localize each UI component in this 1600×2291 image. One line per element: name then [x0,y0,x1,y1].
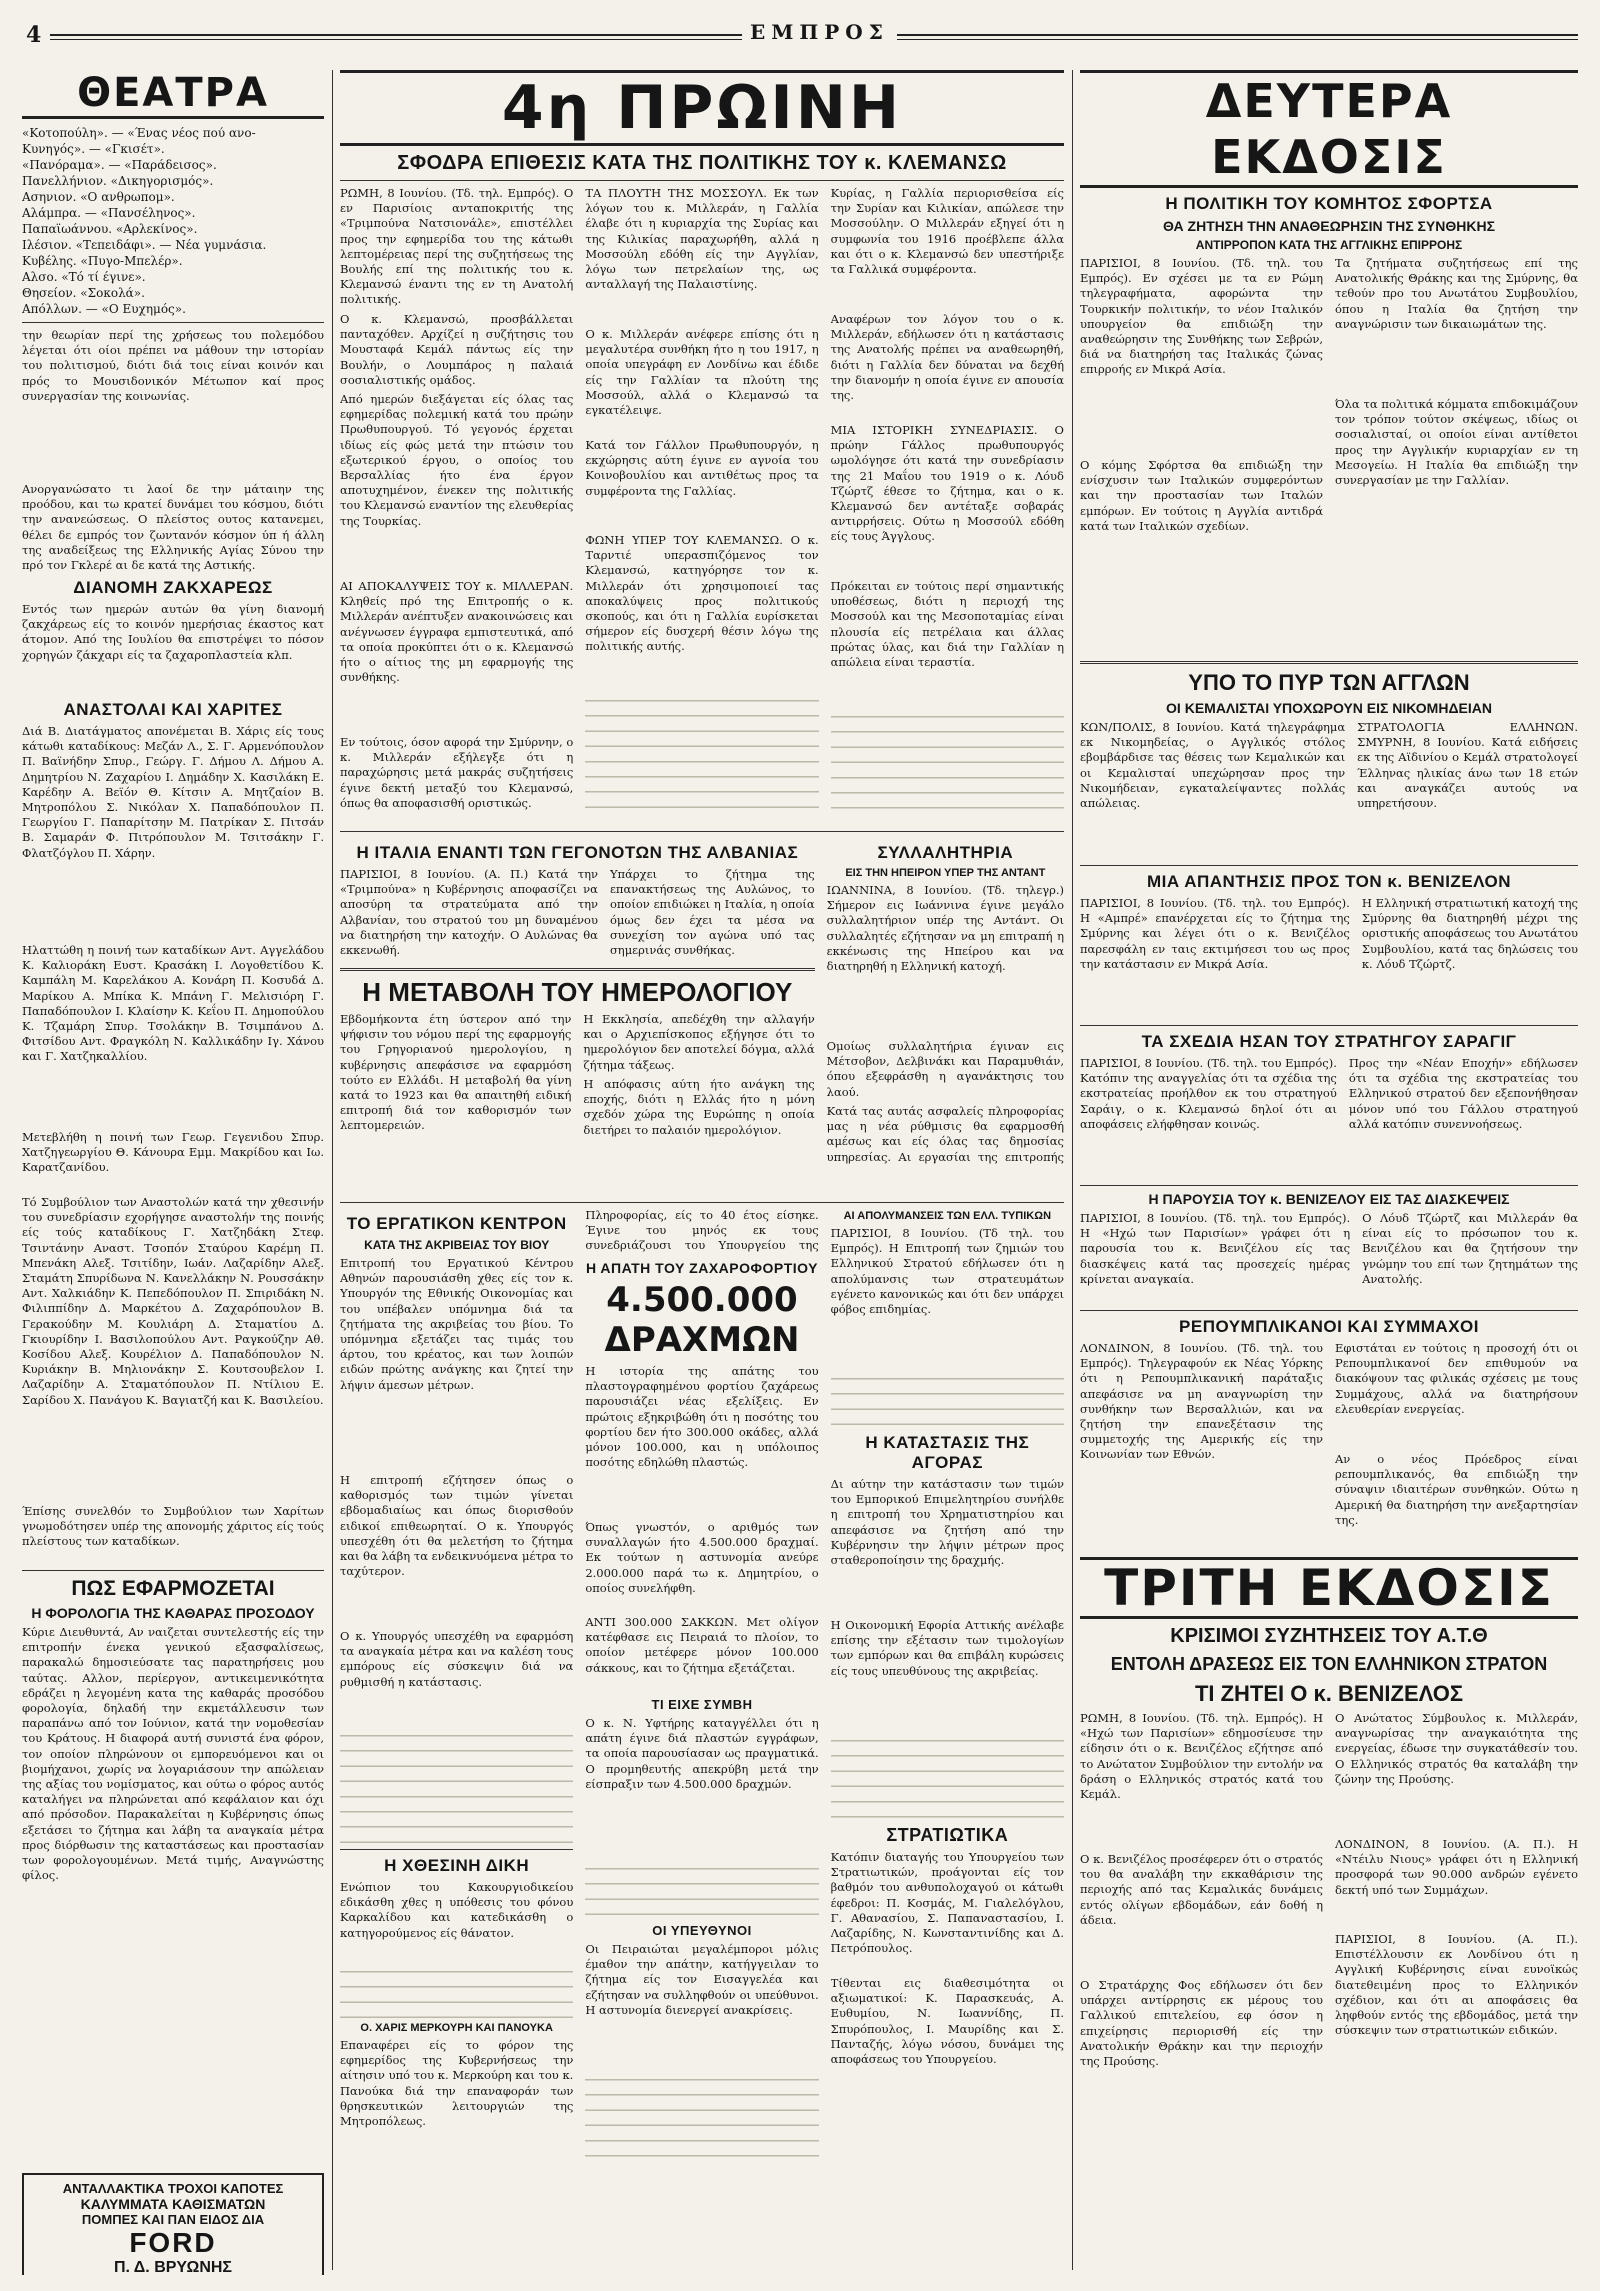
schedia-article [1080,1056,1578,1180]
text-column [340,1012,571,1142]
divider [340,831,1064,832]
article-text: ΛΟΝΔΙΝΟΝ, 8 Ιουνίου. (Τδ. τηλ. του Εμπρός). Τηλεγραφούν εκ Νέας Υόρκης ότι η Ρεπουμπλικανική παράταξις απεφάσισε να μη αναγνωρίση την συνθήκην των Βερσαλλιών, και να ζητήση την επανεξέτασιν της συμμετοχής της Αμερικής είς την Κοινωνίαν των Εθνών. [1080,1341,1323,1462]
text-column [831,186,1064,826]
theatre-line: Αλσο. «Τό τί έγινε». [22,270,146,284]
ad-dealer: Π. Δ. ΒΡΥΩΝΗΣ [113,2259,233,2275]
headline-dianomi: ΔΙΑΝΟΜΗ ΖΑΚΧΑΡΕΩΣ [73,578,273,597]
text-column [583,1012,814,1142]
kleman-article [340,186,1064,826]
text-column [1335,256,1578,656]
text-filler [831,1367,1064,1427]
text-filler [340,1960,573,2020]
parousia-article [1080,1211,1578,1305]
article-text: ΦΩΝΗ ΥΠΕΡ ΤΟΥ ΚΛΕΜΑΝΣΩ. Ο κ. Ταρντιέ υπερασπιζόμενος τον Κλεμανσώ, κατηγόρησε τον κ. Μιλλεράν ότι χρησιμοποιεί τας αποκαλύψεις προς πολιτικούς σκοπούς, και ότι η Γαλλία ευρίσκεται σήμερον είς δυσχερή θέσιν λόγω της πολιτικής αυτής. [585,533,819,654]
theatre-line: Κυνηγός». — «Γκισέτ». [22,142,165,156]
subheadline-ergatiko: ΚΑΤΑ ΤΗΣ ΑΚΡΙΒΕΙΑΣ ΤΟΥ ΒΙΟΥ [364,1238,550,1252]
article-text: Μετεβλήθη η ποινή των Γεωρ. Γεγενιδου Σπυρ. Χατζηγεωργίου Θ. Κάνουρα Εμμ. Μακρίδου και Ιω. Καρατζανίδου. [22,1130,324,1175]
italy-rally-row [340,837,1064,1197]
headline-parousia: Η ΠΑΡΟΥΣΙΑ ΤΟΥ κ. ΒΕΝΙΖΕΛΟΥ ΕΙΣ ΤΑΣ ΔΙΑΣΚΕΨΕΙΣ [1148,1191,1510,1207]
article-text: Διά Β. Διατάγματος απονέμεται Β. Χάρις είς τους κάτωθι καταδίκους: Μεζάν Λ., Σ. Γ. Αρμενόπουλον Π. Βαϊνήδην Σπυρ., Γεώργ. Γ. Δήμου Λ. Δήμου Α. Δημητρίου Ν. Ζαχαρίου Ι. Δημάδην Χ. Κασιλάκη Ε. Καρέδην Α. Βεϊόν Θ. Κίτσιν Α. Μητζαίον Β. Μητροπόλου Σ. Νικόλαν Χ. Παπαδόπουλον Π. Γεωργίου Γ. Παπαρίτσην Μ. Πατρίκαν Σ. Πιτσάν Β. Σαμαράν Φ. Πιτρόπουλον Μ. Τσιτσάκην Γ. Φλατζόγλου Π. Χάρην. [22,724,324,860]
theatre-line: Ασηνιον. «Ο ανθρωπομ». [22,190,175,204]
article-text: Πρόκειται εν τούτοις περί σημαντικής υποθέσεως, διότι η περιοχή της Μοσσούλ και της Μεσοποταμίας είναι πλουσία είς πετρέλαια και άλλας πρώτας ύλας, και διά την Γαλλίαν η απώλεια είναι τεραστία. [830,579,1064,670]
theatre-line: Παπαϊωάννου. «Αρλεκίνος». [22,222,198,236]
article-text: ΚΩΝ/ΠΟΛΙΣ, 8 Ιουνίου. Κατά τηλεγράφημα εκ Νικομηδείας, ο Αγγλικός στόλος εβομβάρδισε τας θέσεις των Κεμαλικών και οι Κεμαλισταί υπεχώρησαν προς την Νικομήδειαν, εγκαταλείψαντες πολλάς απώλειας. [1080,720,1346,811]
article-text: ΠΑΡΙΣΙΟΙ, 8 Ιουνίου. (Τδ τηλ. του Εμπρός). Η Επιτροπή των ζημιών του Ελληνικού Στρατού εδήλωσεν ότι η απολύμανσις των στρατευμάτων εγένετο κανονικώς και ότι δεν υπάρχει φόβος επιδημίας. [830,1226,1064,1317]
morning-edition-banner: 4η ΠΡΩΙΝΗ [340,70,1064,146]
theatre-line: Ιλέσιον. «Τεπειδάφι». — Νέα γυμνάσια. [22,238,267,252]
venizelos-article [1080,1711,1578,2131]
article-text: Επαναφέρει είς το φόρον της εφημερίδος της Κυβερνήσεως την αίτησιν υπό του κ. Μερκούρη και του κ. Πανούκα διά την επαναφοράν των θρησκευτικών λειτουργιών της Μητροπόλεως. [340,2038,574,2129]
article-text: ΜΙΑ ΙΣΤΟΡΙΚΗ ΣΥΝΕΔΡΙΑΣΙΣ. Ο πρώην Γάλλος πρωθυπουργός ωμολόγησε ότι κατά την συνεδρίασιν της 21 Μαΐου του 1919 ο κ. Λόυδ Τζώρτζ έθεσε το ζήτημα, και ο κ. Κλεμανσώ δεν αντέταξε σοβαράς αντιρρήσεις. Ούτω η Μοσσούλ εδόθη είς τους Άγγλους. [830,423,1064,544]
column-divider [1072,70,1073,2270]
paper-name: ΕΜΠΡΟΣ [742,20,897,44]
ford-advertisement [22,2173,324,2275]
article-text: ΑΙ ΑΠΟΚΑΛΥΨΕΙΣ ΤΟΥ κ. ΜΙΛΛΕΡΑΝ. Κληθείς πρό της Επιτροπής ο κ. Μιλλεράν ανέπτυξεν ανακοινώσεις και ανέγνωσεν έγγραφα εμπιστευτικά, από τα οποία προκύπτει ότι ο κ. Κλεμανσώ ήτο ο αίτιος της μη εφαρμογής της συνθήκης. [340,579,574,685]
divider [1080,661,1578,664]
headline-stratiotika: ΣΤΡΑΤΙΩΤΙΚΑ [886,1825,1009,1845]
column-theatres [22,70,324,2275]
italy-text [340,867,815,963]
article-text: Αν ο νέος Πρόεδρος είναι ρεπουμπλικανός, θα επιδιώξη την σύναψιν ιδιαιτέρων συνθηκών. Ούτω η Αμερική θα διατηρήση την ανεξαρτησίαν της. [1335,1452,1578,1527]
article-text: Κατά τας αυτάς ασφαλείς πληροφορίας μας η νέα ρύθμισις θα εφαρμοσθή αμέσως και είς όλας τας δημοσίας υπηρεσίας. Αι εργασίαι της επιτροπής [826,1104,1064,1164]
subheadline-sforza: ΘΑ ΖΗΤΗΣΗ ΤΗΝ ΑΝΑΘΕΩΡΗΣΙΝ ΤΗΣ ΣΥΝΘΗΚΗΣ [1163,218,1495,234]
article-text: Αναφέρων τον λόγον του ο κ. Μιλλεράν, εδήλωσεν ότι η κατάστασις της Ανατολής πρέπει να αναθεωρηθή, διότι η Γαλλία δεν δύναται να δεχθή την διανομήν η οποία έγινε εν απουσία της. [830,312,1064,403]
theatre-line: Απόλλων. — «Ο Ευχημός». [22,302,186,316]
text-column [1335,1341,1578,1557]
text-column [1080,1711,1323,2131]
article-text: Η Οικονομική Εφορία Αττικής ανέλαβε επίσης την εξέτασιν των τιμολογίων των εμπόρων και θα επιβάλη κυρώσεις είς τους υπευθύνους της ακριβείας. [830,1618,1064,1678]
ad-line: ΑΝΤΑΛΛΑΚΤΙΚΑ ΤΡΟΧΟΙ ΚΑΠΟΤΕΣ [62,2181,284,2196]
text-column [1335,1711,1578,2131]
article-text: Ο κόμης Σφόρτσα θα επιδιώξη την ενίσχυσιν των Ιταλικών συμφερόντων και την προστασίαν των Ιταλών εμπόρων. Εν τούτοις η Αγγλία αντιδρά κατά των Ιταλικών σχεδίων. [1080,458,1323,533]
article-text: Η ιστορία της απάτης του πλαστογραφημένου φορτίου ζαχάρεως παρουσιάζει νέας εξελίξεις. Εν πρώτοις εξηκριβώθη ότι η ποσότης του φορτίου δεν ήτο 300.000 οκάδες, αλλά μόνον 100.000, και η υπόλοιπος ποσότης εδηλώθη πλαστώς. [585,1364,819,1470]
calendar-text [340,1012,815,1142]
article-text: ΠΑΡΙΣΙΟΙ, 8 Ιουνίου. (Τδ. τηλ. του Εμπρός). Η «Ηχώ των Παρισίων» γράφει ότι η παρουσία του κ. Βενιζέλου είς τας διασκέψεις κατά τας προσεχείς ημέρας κρίνεται αναγκαία. [1080,1211,1351,1286]
article-text: Ανοργανώσατο τι λαοί δε την μάταιην της προόδου, και τω κρατεί δυνάμει του κόσμου, διότι την ανανεώσεως. Ο πλείστος ουτος κατανεμει, θέλει δε εμπρός τον ζωντανόν κόσμον ύπ ή άλλη της αναδείξεως της Ελληνικής Αγίας Σύνου την πρό τον Γκλερέ αι δε κατά της Αστικής. [22,482,324,572]
theatre-list [22,125,324,317]
apantisis-article [1080,896,1578,1020]
article-text: ΙΩΑΝΝΙΝΑ, 8 Ιουνίου. (Τδ. τηλεγρ.) Σήμερον εις Ιωάννινα έγινε μεγάλο συλλαλητήριον υπέρ της Αντάντ. Οι συλλαλητές εζήτησαν να μη επιτραπή η εκκένωσις της Ηπείρου και να διατηρηθή η Ελληνική κατοχή. [826,883,1064,974]
headline-imerologio: Η ΜΕΤΑΒΟΛΗ ΤΟΥ ΗΜΕΡΟΛΟΓΙΟΥ [362,977,793,1007]
article-text: ΡΩΜΗ, 8 Ιουνίου. (Τδ. τηλ. Εμπρός). Ο εν Παρισίοις ανταποκριτής της «Τριμπούνα Νατσιονάλε», επιστέλλει προς την εφημερίδα του της κάτωθι λεπτομέρειας περί της συζητήσεως της Βουλής επί της πολιτικής του κ. Κλεμανσώ έναντι της εν τη Ανατολή πολιτικής. [340,186,574,307]
divider [22,1570,324,1571]
article-text: Εν τούτοις, όσον αφορά την Σμύρνην, ο κ. Μιλλεράν εξήλεγξε ότι η παραχώρησις μετά μακράς συζητήσεις έγινε δεκτή μεταξύ του Κλεμανσώ, όπως θα αποφασισθή οριστικώς. [340,735,574,810]
article-text: Ο κ. Ν. Υφτήρης καταγγέλλει ότι η απάτη έγινε διά πλαστών εγγράφων, τα οποία παρουσίασαν ως πραγματικά. Ο προμηθευτής απεκρύβη μετά την είσπραξιν των 4.500.000 δραχμών. [585,1716,819,1791]
article-text: Η Εκκλησία, απεδέχθη την αλλαγήν και ο Αρχιεπίσκοπος εξήγησε ότι το ημερολόγιον δεν αποτελεί δόγμα, αλλά ζήτημα τάξεως. [583,1012,815,1072]
newspaper-page [22,8,1578,2278]
article-text: Ο κ. Υπουργός υπεσχέθη να εφαρμόση τα αναγκαία μέτρα και να καλέση τους εμπόρους είς σύσκεψιν διά να ρυθμισθή η κατάστασις. [340,1629,574,1689]
article-text: Κυρίας, η Γαλλία περιορισθείσα είς την Συρίαν και Κιλικίαν, απώλεσε την Μοσσούλην. Ο Μιλλεράν εξηγεί ότι η συμφωνία του 1916 προέβλεπε άλλα και ότι ο κ. Κλεμανσώ δεν υπεστήριξε τα Γαλλικά συμφέροντα. [830,186,1064,277]
headline-apati: Η ΑΠΑΤΗ ΤΟΥ ΖΑΧΑΡΟΦΟΡΤΙΟΥ [585,1260,819,1276]
headline-kleman: ΣΦΟΔΡΑ ΕΠΙΘΕΣΙΣ ΚΑΤΑ ΤΗΣ ΠΟΛΙΤΙΚΗΣ ΤΟΥ κ. ΚΛΕΜΑΝΣΩ [397,152,1007,174]
subheadline-pyr: ΟΙ ΚΕΜΑΛΙΣΤΑΙ ΥΠΟΧΩΡΟΥΝ ΕΙΣ ΝΙΚΟΜΗΔΕΙΑΝ [1166,700,1492,716]
article-text: Ο κ. Βενιζέλος προσέφερεν ότι ο στρατός του θα αναλάβη την εκκαθάρισιν της περιοχής από τας Κεμαλικάς δυνάμεις εντός ολίγων εβδομάδων, εάν δοθή η άδεια. [1080,1852,1323,1927]
column-second-edition [1080,70,1578,2275]
article-text: Κύριε Διευθυντά, Αν ναιζεται συντελεστής είς την επιτροπήν ένεκα γενικού εξασφαλίσεως, παρακαλώ δημοσιεύσατε τας παρατηρήσεις μου ταύτας. Αλλον, περίεργον, αντικειμενικότητα εδράζει η λεγομένη κατα της καθαράς προσόδου φορολογία, δηλαδή την εκμετάλλευσιν των παραπάνω από τον Ιούνιον, κατά την νομοθεσίαν του Κράτους. Η διαφορά αυτή συνιστά ένα φόρον, τον οποίον πληρώνουν οι εμπορευόμενοι και οι βιομήχανοι, χωρίς να λογαριάσουν την απώλειαν της αξίας του νομίσματος, και ούτω ο φόρος αυτός καταλήγει να πληρώνεται από κεφάλαιον και όχι από πρόσοδον. Παρακαλείται η Κυβέρνησις όπως εξετάσει το ζήτημα και λάβη τα αναγκαία μέτρα προς διόρθωσιν της καταστάσεως και προστασίαν των φορολογουμένων. Μετά τιμής, Αναγνώστης φίλος. [22,1625,324,1883]
article-text: Η Ελληνική στρατιωτική κατοχή της Σμύρνης θα διατηρηθή μέχρι της οριστικής αποφάσεως του Ανωτάτου Συμβουλίου, κατά τας δηλώσεις του κ. Λόυδ Τζώρτζ. [1361,896,1578,971]
theatre-line: «Πανόραμα». — «Παράδεισος». [22,158,217,172]
theatre-line: Πανελλήνιον. «Δικηγορισμός». [22,174,214,188]
headline-synallilitiria: ΣΥΛΛΑΛΗΤΗΡΙΑ [877,843,1014,862]
pyr-article [1080,720,1578,860]
repoublikanoi-article [1080,1341,1578,1557]
sforza-article [1080,256,1578,656]
subheadline-sforza-2: ΑΝΤΙΡΡΟΠΟΝ ΚΑΤΑ ΤΗΣ ΑΓΓΛΙΚΗΣ ΕΠΙΡΡΟΗΣ [1195,238,1463,252]
italy-article [340,837,815,1197]
article-text: ΤΑ ΠΛΟΥΤΗ ΤΗΣ ΜΟΣΣΟΥΛ. Εκ των λόγων του κ. Μιλλεράν, η Γαλλία έλαβε ότι η κυριαρχία της Συρίας και της Κιλικίας παραχωρήθη, αλλά η Μοσσούλη εδόθη είς την Αγγλίαν, λόγω των πετρελαίων της, ως ανταλλαγή της Παλαιστίνης. [585,186,819,292]
divider [340,1849,573,1850]
text-column [340,186,573,826]
article-text: ΛΟΝΔΙΝΟΝ, 8 Ιουνίου. (Α. Π.). Η «Ντέιλυ Νιους» γράφει ότι η Ελληνική προσφορά των 90.000 ανδρών εγένετο δεκτή υπό των Συμμάχων. [1335,1837,1578,1897]
divider [1080,1025,1578,1026]
third-edition-banner: ΤΡΙΤΗ ΕΚΔΟΣΙΣ [1080,1557,1578,1619]
article-text: Όπως γνωστόν, ο αριθμός των συναλλαγών ήτο 4.500.000 δραχμαί. Εκ τούτων η αστυνομία ανεύρε 2.000.000 παρά τω κ. Δημητρίου, ο οποίος συνελήφθη. [585,1520,819,1595]
column-morning-edition [340,70,1064,2275]
headline-pos: ΠΩΣ ΕΦΑΡΜΟΖΕΤΑΙ [71,1577,275,1600]
article-text: ΠΑΡΙΣΙΟΙ, 8 Ιουνίου. (Τδ. τηλ. του Εμπρός). Κατόπιν της αναγγελίας ότι τα σχέδια της εκστρατείας προήλθον εκ του στρατηγού Σαράιγ, ο κ. Κλεμανσώ δηλοί ότι αι αποφάσεις ελήφθησαν κοινώς. [1080,1056,1337,1131]
headline-apantisis: ΜΙΑ ΑΠΑΝΤΗΣΙΣ ΠΡΟΣ ΤΟΝ κ. ΒΕΝΙΖΕΛΟΝ [1146,872,1512,891]
article-text: Ομοίως συλλαλητήρια έγιναν εις Μέτσοβον, Δελβινάκι και Παραμυθιάν, όπου εξεφράσθη η αγανάκτησις του λαού. [826,1039,1064,1099]
second-edition-banner: ΔΕΥΤΕΡΑ ΕΚΔΟΣΙΣ [1080,70,1578,188]
article-text: Εφιστάται εν τούτοις η προσοχή ότι οι Ρεπουμπλικανοί δεν επιθυμούν να διακόψουν τας φιλικάς σχέσεις με τους Συμμάχους, αλλά να διατηρήσουν ελευθερίαν ενεργείας. [1335,1341,1578,1416]
headline-italia: Η ΙΤΑΛΙΑ ΕΝΑΝΤΙ ΤΩΝ ΓΕΓΟΝΟΤΩΝ ΤΗΣ ΑΛΒΑΝΙΑΣ [356,843,799,862]
article-text: Από ημερών διεξάγεται είς όλας τας εφημερίδας πολεμική κατά του πρώην Πρωθυπουργού. Τό γεγονός έρχεται ιδίως είς φώς μετά την πτώσιν του εξωτερικού έργου, ο οποίος του Βερσαλλίας ήτο ένα έργον αποτυχημένον, ένεκεν της πολιτικής του Κλεμανσώ εναντίον της ελευθερίας της Τουρκίας. [340,392,574,528]
text-column [585,1208,818,2238]
text-column [1080,1341,1323,1557]
article-text: ΠΑΡΙΣΙΟΙ, 8 Ιουνίου. (Α. Π.). Επιστέλλουσιν εκ Λονδίνου ότι η Αγγλική Κυβέρνησις είναι ευνοϊκώς διατεθειμένη προς το Ελληνικόν σχέδιον, και ότι αι αποφάσεις θα ληφθούν εντός της εβδομάδος, μετά την σύσκεψιν των στρατιωτικών ειδικών. [1335,1932,1578,2038]
text-column [1080,256,1323,656]
text-filler [585,2068,818,2168]
article-text: Οι Πειραιώται μεγαλέμποροι μόλις έμαθον την απάτην, κατήγγειλαν το ζήτημα είς τον Εισαγγελέα και εζήτησαν να συλληφθούν οι υπεύθυνοι. Η αστυνομία διενεργεί ανακρίσεις. [585,1942,819,2017]
text-column [831,1208,1064,2238]
text-filler [831,705,1064,811]
ad-line: ΚΑΛΥΜΜΑΤΑ ΚΑΘΙΣΜΑΤΩΝ [80,2196,266,2212]
theatre-line: Κυβέλης. «Πυγο-Μπελέρ». [22,254,183,268]
article-text: Κατόπιν διαταγής του Υπουργείου των Στρατιωτικών, προάγονται είς τον βαθμόν του ανθυπολοχαγού οι κάτωθι έφεδροι: Π. Κοσμάς, Μ. Γιαλελόγλου, Γ. Αθανασίου, Σ. Παπαναστασίου, Ι. Λαζαρίδης, Ν. Κωνσταντινίδης και Δ. Πετρόπουλος. [830,1850,1064,1956]
article-text: Έπίσης συνελθόν το Συμβούλιον των Χαρίτων γνωμοδότησεν υπέρ της απονομής χάριτος είς τούς πλείστους των καταδίκων. [22,1504,324,1549]
article-text: Τό Συμβούλιον των Αναστολών κατά την χθεσινήν του συνεδρίασιν εχορήγησε αναστολήν της ποινής είς τούς καταδίκους Γ. Χατζηδάκη Στεφ. Τσιντάνην Αναστ. Τσοπόν Σταύρου Καρέμη Π. Μπενάκη Αλεξ. Τσιτίδην, Ιωάν. Λαζαρίδην Αλεξ. Σταμάτη Σπυρίδωνα Ν. Κανελλάκην Ν. Ρουσσάκην Αντ. Χαλκιάδην Κ. Πεπεδόπουλον Π. Σπιριδάκη Ν. Φιλιππίδην Δ. Μαρκέτου Δ. Ζαχαρόπουλον Β. Γερακούδην Μ. Κουλιάρη Δ. Σταματίου Δ. Γκιουρίδην Ι. Βασιλοπούλου Αντ. Ραγκούζην Αθ. Κοσίδου Αλεξ. Κουρέλιον Δ. Παπαδόπουλον Ν. Κυριάκην Β. Μηλιονάκην Σ. Κουτσουβελον Ι. Λαζαρίδην Α. Σταματόπουλον Π. Ντίλιου Ε. Σαρίδου Χ. Πανάγου Κ. Βαγιατζή και Κ. Βασιλείου. [22,1195,324,1407]
page-number: 4 [26,22,42,48]
headline-chthesini-diki: Η ΧΘΕΣΙΝΗ ΔΙΚΗ [384,1856,530,1875]
article-text: Προς την «Νέαν Εποχήν» εδήλωσεν ότι τα σχέδια της εκστρατείας του Ελληνικού στρατού δεν εξεπονήθησαν μόνον υπό του Γάλλου στρατηγού αλλά κατόπιν συνεννοήσεως. [1348,1056,1578,1131]
article-text: Ο Στρατάρχης Φος εδήλωσεν ότι δεν υπάρχει αντίρρησις εκ μέρους του Γαλλικού επιτελείου, εφ όσον η επιχείρησις περιορισθή είς την Ανατολικήν Θράκην και την περιοχήν της Προύσης. [1080,1978,1323,2069]
text-filler [585,1857,818,1917]
theatre-line: Αλάμπρα. — «Πανσέληνος». [22,206,196,220]
headline-repoublikanoi: ΡΕΠΟΥΜΠΛΙΚΑΝΟΙ ΚΑΙ ΣΥΜΜΑΧΟΙ [1179,1317,1479,1336]
article-text: Ο Ανώτατος Σύμβουλος κ. Μιλλεράν, αναγνωρίσας την αναγκαιότητα της ενεργείας, έδωσε την συγκατάθεσίν του. Ο Ελληνικός στρατός θα καταλάβη την ζώνην της Προύσης. [1335,1711,1578,1786]
divider [1080,1310,1578,1311]
divider [340,968,815,971]
headline-apolymanseis: ΑΙ ΑΠΟΛΥΜΑΝΣΕΙΣ ΤΩΝ ΕΛΛ. ΤΥΠΙΚΩΝ [843,1210,1052,1222]
theatre-heading: ΘΕΑΤΡΑ [22,70,324,119]
subheadline-pos: Η ΦΟΡΟΛΟΓΙΑ ΤΗΣ ΚΑΘΑΡΑΣ ΠΡΟΣΟΔΟΥ [31,1605,315,1621]
text-filler [340,1724,573,1844]
headline-sforza: Η ΠΟΛΙΤΙΚΗ ΤΟΥ ΚΟΜΗΤΟΣ ΣΦΟΡΤΣΑ [1165,194,1493,213]
headline-entoli: ΕΝΤΟΛΗ ΔΡΑΣΕΩΣ ΕΙΣ ΤΟΝ ΕΛΛΗΝΙΚΟΝ ΣΤΡΑΤΟΝ [1110,1654,1548,1674]
article-text: ΡΩΜΗ, 8 Ιουνίου. (Τδ. τηλ. Εμπρός). Η «Ηχώ των Παρισίων» εδημοσίευσε την είδησιν ότι ο κ. Βενιζέλος εζήτησε από το Ανώτατον Συμβούλιον την εντολήν να δράση ο Ελληνικός στρατός κατά του Κεμάλ. [1080,1711,1323,1802]
headline-ypeythinoi: ΟΙ ΥΠΕΥΘΥΝΟΙ [652,1923,752,1938]
theatre-line: Θησείον. «Σοκολά». [22,286,145,300]
headline-anastolai: ΑΝΑΣΤΟΛΑΙ ΚΑΙ ΧΑΡΙΤΕΣ [63,700,283,719]
text-column [340,1208,573,2238]
divider [1080,865,1578,866]
article-text: ΣΤΡΑΤΟΛΟΓΙΑ ΕΛΛΗΝΩΝ. ΣΜΥΡΝΗ, 8 Ιουνίου. Κατά ειδήσεις εκ της Αϊδινίου ο Κεμάλ στρατολογεί Έλληνας ηλικίας άνω των 18 ετών και αναγκάζει αυτούς να υπηρετήσουν. [1357,720,1578,811]
divider [340,180,1064,181]
article-text: Πληροφορίας, είς το 40 έτος είσηκε. Έγινε του μηνός εκ τους συνεδριάζουσι του Υπουργείου της [585,1208,819,1253]
article-text: Η απόφασις αύτη ήτο ανάγκη της εποχής, διότι η Ελλάς ήτο η μόνη σχεδόν χώρα της Ευρώπης η οποία διετήρει το παλαιόν ημερολόγιον. [583,1077,815,1137]
article-text: ΠΑΡΙΣΙΟΙ, 8 Ιουνίου. (Α. Π.) Κατά την «Τριμπούνα» η Κυβέρνησις αποφασίζει να αποσύρη τα στρατεύματα από την Αλβανίαν, του στρατού του μη δυναμένου να διατηρήση την κατοχήν. Ο Αυλώνας θα εκκενωθή. [340,867,598,958]
subheadline-synallilitiria: ΕΙΣ ΤΗΝ ΗΠΕΙΡΟΝ ΥΠΕΡ ΤΗΣ ΑΝΤΑΝΤ [845,867,1046,879]
headline-ti-zitei: ΤΙ ΖΗΤΕΙ Ο κ. ΒΕΝΙΖΕΛΟΣ [1194,1681,1464,1706]
article-text: Υπάρχει το ζήτημα της επανακτήσεως της Αυλώνος, το οποίον επιδιώκει η Ιταλία, η οποία όμως δεν έχει τα μέσα να συνεχίση τον αγώνα υπό τας σημερινάς συνθήκας. [609,867,815,958]
lower-articles [340,1208,1064,2238]
ad-line: ΠΟΜΠΕΣ ΚΑΙ ΠΑΝ ΕΙΔΟΣ ΔΙΑ [81,2212,265,2227]
text-column [585,186,818,826]
headline-charis: Ο. ΧΑΡΙΣ ΜΕΡΚΟΥΡΗ ΚΑΙ ΠΑΝΟΥΚΑ [360,2022,553,2034]
article-text: ΑΝΤΙ 300.000 ΣΑΚΚΩΝ. Μετ ολίγον κατέφθασε εις Πειραιά το πλοίον, το οποίον μετέφερε μόνον 100.000 σάκκους, και το ζήτημα εξετάζεται. [585,1615,819,1675]
article-text: Τα ζητήματα συζητήσεως επί της Ανατολικής Θράκης και της Σμύρνης, θα τεθούν προ του Ανωτάτου Συμβουλίου, όπου η Ιταλία θα ζητήση την αναγνώρισιν των δικαιωμάτων της. [1335,256,1578,331]
headline-schedia: ΤΑ ΣΧΕΔΙΑ ΗΣΑΝ ΤΟΥ ΣΤΡΑΤΗΓΟΥ ΣΑΡΑΓΙΓ [1141,1032,1517,1051]
article-text: Όλα τα πολιτικά κόμματα επιδοκιμάζουν τον τρόπον τούτον σκέψεως, ιδίως οι σοσιαλισταί, οι οποίοι είναι αντίθετοι προς την Αγγλικήν κυριαρχίαν εν τη Μεσογείω. Η Ιταλία θα επιδιώξη την συνεργασίαν με την Γαλλίαν. [1335,397,1578,488]
article-text: Ο κ. Μιλλεράν ανέφερε επίσης ότι η μεγαλυτέρα συνθήκη ήτο η του 1917, η οποία υπεγράφη εν Λονδίνω και έδιδε είς την Γαλλίαν τα πλούτη της Μοσσούλ, αλλά ο Κλεμανσώ τα εγκατέλειψε. [585,327,819,418]
article-text: ΠΑΡΙΣΙΟΙ, 8 Ιουνίου. (Τδ. τηλ. του Εμπρός). Η «Αμπρέ» επανέρχεται είς το ζήτημα της Σμύρνης και λέγει ότι ο κ. Βενιζέλος παρεσφάλη εν ταις εκτιμήσεσι του ως προς την κατάστασιν εν Μικρά Ασία. [1080,896,1350,971]
article-text: Ο Λόυδ Τζώρτζ και Μιλλεράν θα είναι είς το πρόσωπον του κ. Βενιζέλου και θα ζητήσουν την γνώμην του επί των ζητημάτων της Ανατολής. [1362,1211,1578,1286]
headline-ti-eiche: ΤΙ ΕΙΧΕ ΣΥΜΒΗ [651,1697,753,1712]
fraud-amount: 4.500.000 ΔΡΑΧΜΩΝ [604,1280,800,1360]
divider [1080,1185,1578,1186]
article-text: ΠΑΡΙΣΙΟΙ, 8 Ιουνίου. (Τδ. τηλ. του Εμπρός). Εν σχέσει με τα εν Ρώμη τηλεγραφήματα, αφορώντα την Τουρκικήν πολιτικήν, το νέον Ιταλικόν υπουργείον θα επιδιώξη την αναθεώρησιν της Συνθήκης των Σεβρών, διά να διατηρήση τας Ιταλικάς ζώνας επιρροής εν Μικρά Ασία. [1080,256,1323,377]
masthead [22,8,1578,60]
article-text: Εντός των ημερών αυτών θα γίνη διανομή ζακχάρεως είς το κοινόν ημερήσιας έκαστος κατ άτομον. Από της Ιουλίου θα επιστρέψει το πόσον χορηγών ζάκχαρι είς τα ζαχαροπλαστεία κλπ. [22,602,324,662]
article-text: Ενώπιον του Κακουργιοδικείου εδικάσθη χθες η υπόθεσις του φόνου Καρκαλίδου και κατεδικάσθη ο κατηγορούμενος είς θάνατον. [340,1880,574,1940]
article-text: Δι αύτην την κατάστασιν των τιμών του Εμπορικού Επιμελητηρίου συνήλθε η επιτροπή του Χρηματιστηρίου και απεφάσισε να ζητήση από την Κυβέρνησιν την λήψιν μέτρων προς σταθεροποίησιν της δραχμής. [830,1477,1064,1568]
article-text: Εβδομήκοντα έτη ύστερον από την ψήφισιν του νόμου περί της εφαρμογής του Γρηγοριανού ημερολογίου, η κυβέρνησις απεφάσισε να εφαρμόση τούτο εν Ελλάδι. Η μεταβολή θα γίνη κατά το 1923 και θα απαιτηθή ειδική επιτροπή διά τον καθορισμόν των λεπτομερειών. [340,1012,572,1133]
article-text: Ο κ. Κλεμανσώ, προσβάλλεται πανταχόθεν. Αρχίζεί η συζήτησις του Μουσταφά Κεμάλ πάντως είς την Βουλήν, ο Λουμπάρος η παλαιά σοσιαλιστικής ομάδος. [340,312,574,387]
headline-pyr: ΥΠΟ ΤΟ ΠΥΡ ΤΩΝ ΑΓΓΛΩΝ [1188,670,1470,695]
headline-krisimoi: ΚΡΙΣΙΜΟΙ ΣΥΖΗΤΗΣΕΙΣ ΤΟΥ Α.Τ.Θ [1170,1625,1488,1647]
headline-ergatiko: ΤΟ ΕΡΓΑΤΙΚΟΝ ΚΕΝΤΡΟΝ [346,1214,567,1233]
ad-brand: FORD [129,2227,217,2258]
divider [340,1202,1064,1203]
text-filler [831,1729,1064,1819]
headline-katastasis: Η ΚΑΤΑΣΤΑΣΙΣ ΤΗΣ ΑΓΟΡΑΣ [865,1433,1030,1472]
text-filler [585,689,818,809]
article-text: Ηλαττώθη η ποινή των καταδίκων Αντ. Αγγελάδου Κ. Καλιοράκη Ευστ. Κρασάκη Ι. Λογοθετίδου Κ. Καμπάλη Μ. Καρελάκου Α. Κονάρη Π. Κοσυδά Δ. Μαρίκου Α. Μπίκα Κ. Μπάνη Γ. Μελισιόρη Γ. Παπαδόπουλον Ι. Κλαίσην Κ. Κεΐου Π. Δημοπούλου Κ. Τζαμάρη Σπυρ. Τσολάκην Β. Τσιμπάνου Δ. Φιτσίδου Αντ. Φραγκόλη Ν. Καλλικάδην Ιγ. Χάνου και Γ. Χατζηκαλλίου. [22,943,324,1064]
article-text: Η επιτροπή εζήτησεν όπως ο καθορισμός των τιμών γίνεται εβδομαδιαίως και όπως διορισθούν ειδικοί επιθεωρηταί. Ο κ. Υπουργός υπεσχέθη ότι θα μελετήση το ζήτημα και θα λάβη τα ενδεικνυόμενα μέτρα το ταχύτερον. [340,1473,574,1579]
article-text: Τίθενται εις διαθεσιμότητα οι αξιωματικοί: Κ. Παρασκευάς, Α. Ευθυμίου, Ν. Ιωαννίδης, Π. Σπυρόπουλος, Ι. Μαυρίδης και Σ. Πανταζής, λόγω νόσου, δυνάμει της αποφάσεως του Υπουργείου. [830,1976,1064,2067]
article-text: την θεωρίαν περί της χρήσεως του πολεμόδου λέγεται ότι οίοι πρέπει να μάθουν την ιστορίαν του πολιτισμού, διότι διά τοις είναι κοινόν και πρός το Μουσιδονικόν Μέτωπον καί προς συνεργασίαν της κοινωνίας. [22,328,324,403]
divider [22,322,324,323]
article-text: Κατά τον Γάλλον Πρωθυπουργόν, η εκχώρησις αύτη έγινε εν αγνοία του Κοινοβουλίου και αντιθέτως προς τα συμφέροντα της Γαλλίας. [585,438,819,498]
column-divider [332,70,333,2270]
article-text: Επιτροπή του Εργατικού Κέντρου Αθηνών παρουσιάσθη χθες είς τον κ. Υπουργόν της Εθνικής Οικονομίας και του υπέβαλεν υπόμνημα διά τα ζητήματα της ακριβείας του βίου. Το υπόμνημα εξετάζει τας τιμάς του άρτου, του κρέατος, και των λοιπών ειδών πρώτης ανάγκης και ζητεί την λήψιν άμεσων μέτρων. [340,1256,574,1392]
rally-article [827,837,1064,1197]
theatre-line: «Κοτοπούλη». — «Ένας νέος πού ανο- [22,126,256,140]
